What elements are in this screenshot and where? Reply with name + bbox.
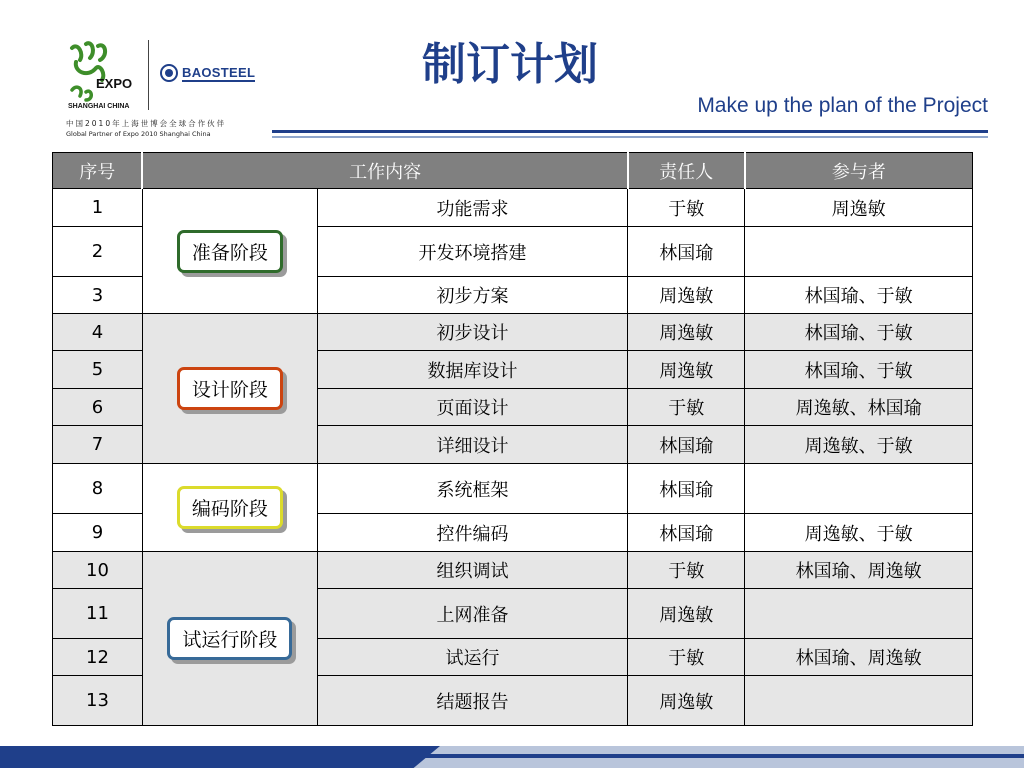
header-no: 序号 [53,153,143,189]
row-participants: 林国瑜、周逸敏 [745,552,973,589]
row-task: 上网准备 [317,589,628,639]
row-task: 试运行 [317,639,628,676]
phase-label-coding: 编码阶段 [177,486,283,529]
phase-cell [142,189,317,314]
partner-text-en: Global Partner of Expo 2010 Shanghai China [66,130,211,138]
row-no: 5 [53,351,143,389]
expo-2010-logo [66,38,142,110]
row-owner: 林国瑜 [628,514,745,552]
table-row [53,464,973,514]
header-owner: 责任人 [628,153,745,189]
row-no: 4 [53,314,143,351]
row-task: 页面设计 [317,389,628,426]
row-owner: 林国瑜 [628,227,745,277]
table-row [53,314,973,351]
row-owner: 于敏 [628,389,745,426]
row-owner: 于敏 [628,552,745,589]
footer-band [0,746,1024,768]
row-owner: 周逸敏 [628,351,745,389]
row-no: 7 [53,426,143,464]
row-participants [745,464,973,514]
row-task: 数据库设计 [317,351,628,389]
row-task: 开发环境搭建 [317,227,628,277]
row-participants: 周逸敏 [745,189,973,227]
row-participants: 林国瑜、于敏 [745,314,973,351]
plan-table [52,152,973,726]
row-no: 3 [53,277,143,314]
row-task: 初步方案 [317,277,628,314]
phase-cell [142,464,317,552]
page-title: 制订计划 [422,39,598,90]
row-participants [745,676,973,726]
baosteel-emblem-icon [160,64,178,82]
row-participants: 周逸敏、于敏 [745,514,973,552]
baosteel-logo [160,64,255,82]
row-owner: 于敏 [628,189,745,227]
row-no: 8 [53,464,143,514]
row-participants [745,589,973,639]
row-owner: 于敏 [628,639,745,676]
row-no: 1 [53,189,143,227]
row-no: 6 [53,389,143,426]
row-no: 11 [53,589,143,639]
row-task: 详细设计 [317,426,628,464]
row-owner: 周逸敏 [628,676,745,726]
table-row [53,552,973,589]
phase-cell [142,552,317,726]
header-rule [272,130,988,133]
phase-label-design: 设计阶段 [177,367,283,410]
row-no: 9 [53,514,143,552]
row-task: 功能需求 [317,189,628,227]
row-task: 系统框架 [317,464,628,514]
row-task: 初步设计 [317,314,628,351]
partner-text-cn: 中国2010年上海世博会全球合作伙伴 [66,119,227,128]
phase-label-preparation: 准备阶段 [177,230,283,273]
row-no: 2 [53,227,143,277]
baosteel-wordmark: BAOSTEEL [182,64,256,80]
row-owner: 周逸敏 [628,589,745,639]
page-subtitle: Make up the plan of the Project [697,94,988,117]
svg-text:EXPO: EXPO [96,76,133,91]
row-participants: 林国瑜、于敏 [745,351,973,389]
row-owner: 林国瑜 [628,426,745,464]
table-row [53,189,973,227]
svg-text:SHANGHAI CHINA: SHANGHAI CHINA [68,103,130,110]
row-task: 组织调试 [317,552,628,589]
table-header-row [53,153,973,189]
row-owner: 周逸敏 [628,277,745,314]
footer-dark-band [0,746,440,768]
row-participants: 周逸敏、林国瑜 [745,389,973,426]
phase-label-trial-run: 试运行阶段 [167,617,292,660]
phase-cell [142,314,317,464]
logo-divider [148,40,149,110]
row-participants [745,227,973,277]
row-no: 12 [53,639,143,676]
logo-area [62,34,262,144]
row-participants: 林国瑜、于敏 [745,277,973,314]
header-participants: 参与者 [745,153,973,189]
row-task: 结题报告 [317,676,628,726]
row-owner: 周逸敏 [628,314,745,351]
row-no: 10 [53,552,143,589]
row-participants: 林国瑜、周逸敏 [745,639,973,676]
row-no: 13 [53,676,143,726]
row-task: 控件编码 [317,514,628,552]
row-participants: 周逸敏、于敏 [745,426,973,464]
header-rule-thin [272,136,988,138]
row-owner: 林国瑜 [628,464,745,514]
header-task: 工作内容 [142,153,627,189]
